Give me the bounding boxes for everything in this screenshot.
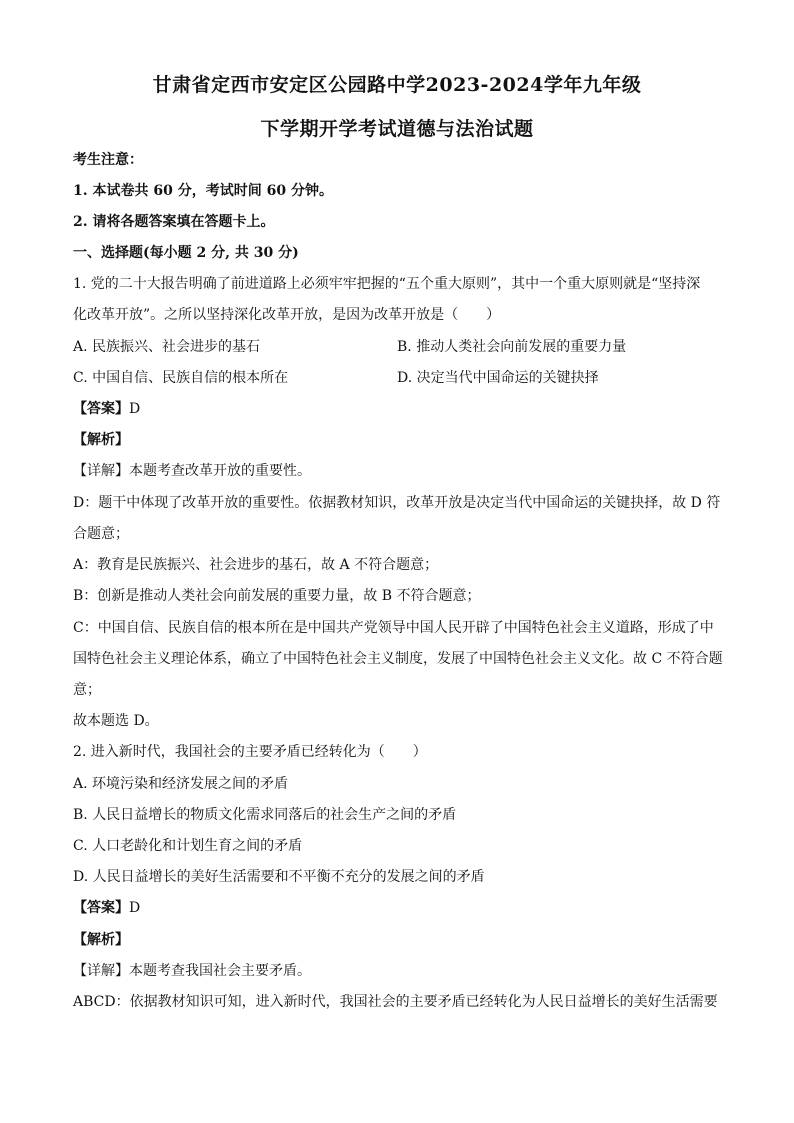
- q1-c-line-2: 国特色社会主义理论体系，确立了中国特色社会主义制度，发展了中国特色社会主义文化。故 C 不符合题: [73, 651, 723, 667]
- notice-item-2: 2. 请将各题答案填在答题卡上。: [73, 214, 275, 230]
- q2-option-b: B. 人民日益增长的物质文化需求同落后的社会生产之间的矛盾: [73, 807, 457, 823]
- q1-options-row-2: [73, 368, 723, 388]
- section-heading: 一、选择题(每小题 2 分, 共 30 分): [73, 245, 299, 261]
- q2-analysis-label: 【解析】: [73, 932, 129, 948]
- q1-d-line-1: D：题干中体现了改革开放的重要性。依据教材知识，改革开放是决定当代中国命运的关键抉择，故 D 符: [73, 495, 721, 511]
- q1-b-line: B：创新是推动人类社会向前发展的重要力量，故 B 不符合题意；: [73, 588, 481, 604]
- q1-detail-line: 【详解】本题考查改革开放的重要性。: [73, 463, 311, 479]
- q1-analysis-label: 【解析】: [73, 432, 129, 448]
- q2-option-d: D. 人民日益增长的美好生活需要和不平衡不充分的发展之间的矛盾: [73, 869, 485, 885]
- q1-option-b: B. 推动人类社会向前发展的重要力量: [397, 339, 627, 355]
- q1-c-line-1: C：中国自信、民族自信的根本所在是中国共产党领导中国人民开辟了中国特色社会主义道路，形成了中: [73, 620, 714, 636]
- q2-option-c: C. 人口老龄化和计划生育之间的矛盾: [73, 838, 303, 854]
- q1-stem-line-1: 1. 党的二十大报告明确了前进道路上必须牢牢把握的“五个重大原则”，其中一个重大原则就是“坚持深: [73, 276, 701, 292]
- q2-answer: [73, 898, 723, 918]
- q1-option-d: D. 决定当代中国命运的关键抉择: [397, 370, 599, 386]
- title-line-1: 甘肃省定西市安定区公园路中学2023-2024学年九年级: [152, 74, 642, 96]
- q2-stem: 2. 进入新时代，我国社会的主要矛盾已经转化为（ ）: [73, 744, 427, 760]
- q1-c-line-3: 意；: [73, 682, 101, 698]
- notice-heading: 考生注意：: [73, 152, 143, 168]
- q1-d-line-2: 合题意；: [73, 526, 129, 542]
- q1-answer-label: 【答案】: [73, 401, 129, 417]
- q2-abcd-line: ABCD：依据教材知识可知，进入新时代，我国社会的主要矛盾已经转化为人民日益增长的美好生活需要: [73, 994, 718, 1010]
- q2-detail-line: 【详解】本题考查我国社会主要矛盾。: [73, 963, 311, 979]
- q2-option-a: A. 环境污染和经济发展之间的矛盾: [73, 776, 289, 792]
- q1-conclusion: 故本题选 D。: [73, 713, 159, 729]
- q1-option-a: A. 民族振兴、社会进步的基石: [73, 339, 261, 355]
- notice-item-1: 1. 本试卷共 60 分，考试时间 60 分钟。: [73, 183, 333, 199]
- q2-answer-label: 【答案】: [73, 900, 129, 916]
- q1-answer-value: D: [129, 401, 141, 417]
- q1-stem-line-2: 化改革开放”。之所以坚持深化改革开放，是因为改革开放是（ ）: [73, 307, 501, 323]
- q1-answer: [73, 399, 723, 419]
- title-line-2: 下学期开学考试道德与法治试题: [260, 118, 534, 140]
- q1-option-c: C. 中国自信、民族自信的根本所在: [73, 370, 289, 386]
- q2-answer-value: D: [129, 900, 141, 916]
- q1-options-row-1: [73, 337, 723, 357]
- q1-a-line: A：教育是民族振兴、社会进步的基石，故 A 不符合题意；: [73, 557, 439, 573]
